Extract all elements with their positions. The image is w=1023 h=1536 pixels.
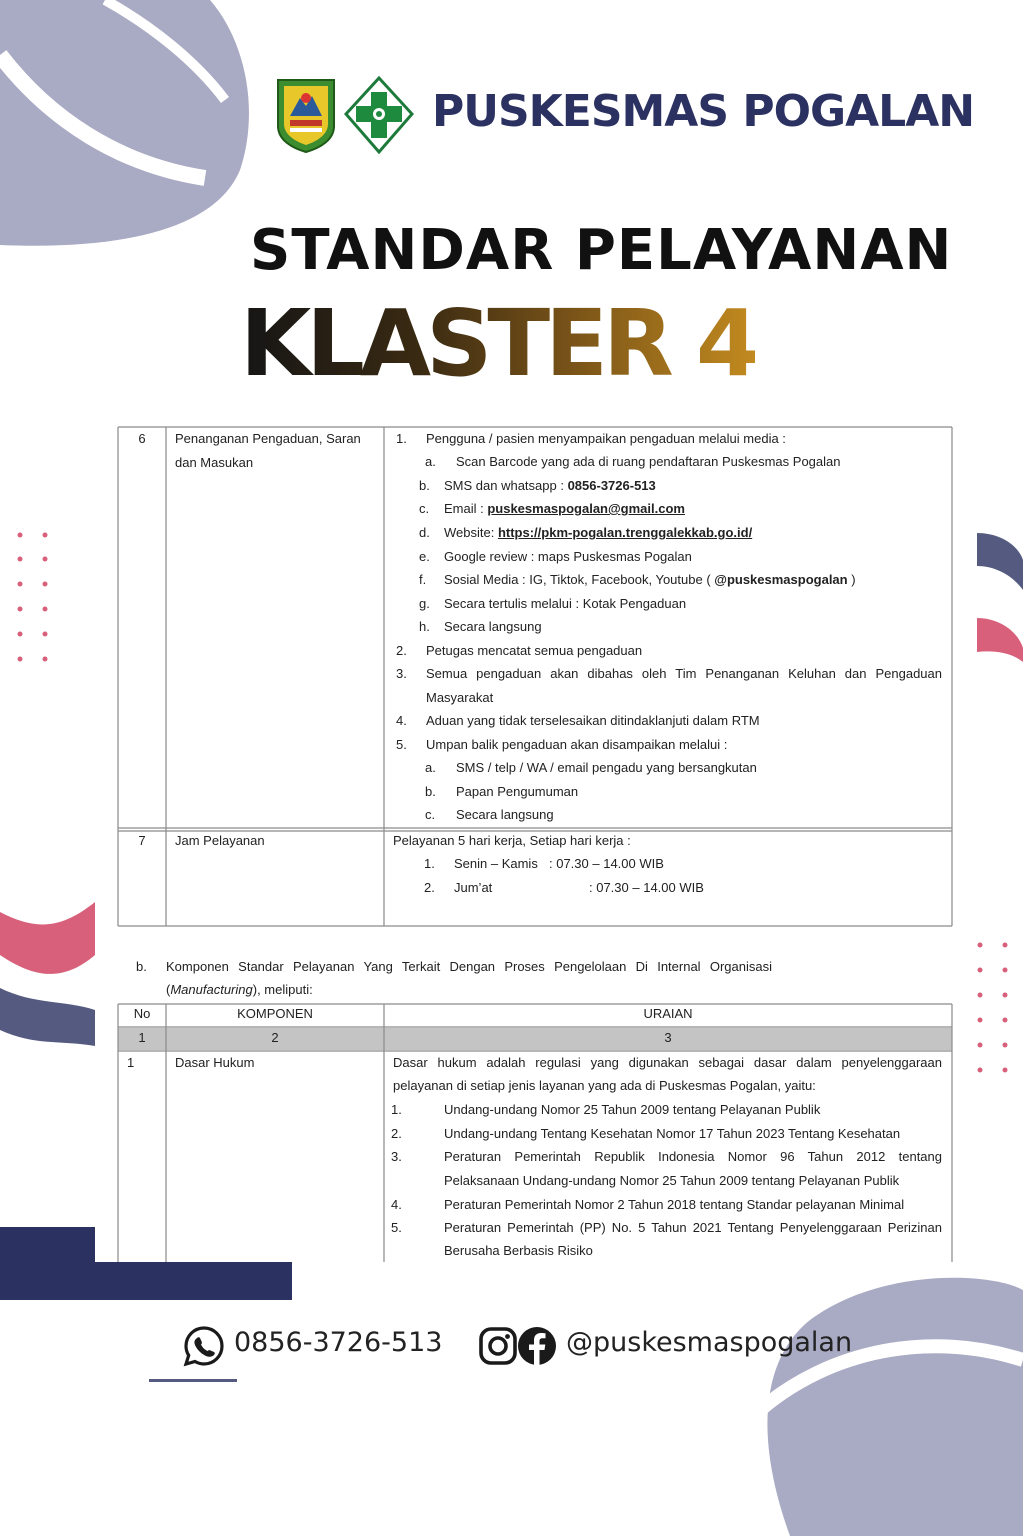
t2-item-num: 1.	[391, 1102, 402, 1117]
t2-row1-komponen: Dasar Hukum	[175, 1055, 255, 1070]
header-uraian: URAIAN	[643, 1006, 693, 1021]
t2-row1-number: 1	[127, 1055, 135, 1070]
row7-komponen: Jam Pelayanan	[175, 833, 265, 848]
row6-item-num: 5.	[396, 737, 407, 752]
row6-item-link[interactable]: puskesmaspogalan@gmail.com	[487, 501, 685, 516]
header-komponen: KOMPONEN	[237, 1006, 313, 1021]
t2-item-num: 5.	[391, 1220, 402, 1235]
row6-item-label: SMS / telp / WA / email pengadu yang bersangkutan	[456, 760, 757, 775]
t2-item-text: Berusaha Berbasis Risiko	[444, 1243, 593, 1258]
t2-item-num: 4.	[391, 1197, 402, 1212]
row6-item-num: c.	[419, 501, 430, 516]
row6-item-num: 1.	[396, 431, 407, 446]
row7-item-2-day: Jum’at	[454, 880, 493, 895]
page-title: STANDAR PELAYANAN	[250, 218, 953, 283]
row7-intro: Pelayanan 5 hari kerja, Setiap hari kerja :	[393, 833, 631, 848]
row6-item-label: Secara langsung	[456, 807, 554, 822]
row6-item-num: 2.	[396, 643, 407, 658]
row7-number: 7	[138, 833, 146, 848]
row6-item-num: 3.	[396, 666, 407, 681]
row6-item-num: a.	[425, 454, 436, 469]
row6-item-label: Masyarakat	[426, 690, 494, 705]
t2-item-num: 2.	[391, 1126, 402, 1141]
row6-item-num: f.	[419, 572, 427, 587]
row6-item-label: Aduan yang tidak terselesaikan ditindaklanjuti dalam RTM	[426, 713, 760, 728]
row7-item-1-time: : 07.30 – 14.00 WIB	[549, 856, 664, 871]
t2-row1-intro-line1: Dasar hukum adalah regulasi yang digunakan sebagai dasar dalam penyelenggaraan	[393, 1055, 942, 1070]
t2-item-text: Peraturan Pemerintah Republik Indonesia Nomor 96 Tahun 2012 tentang	[444, 1149, 942, 1164]
row6-item-label: Umpan balik pengaduan akan disampaikan melalui :	[426, 737, 728, 752]
row6-item-label: Semua pengaduan akan dibahas oleh Tim Penanganan Keluhan dan Pengaduan	[426, 666, 942, 681]
section-b-italic: Manufacturing	[170, 982, 253, 997]
t2-item-text: Undang-undang Nomor 25 Tahun 2009 tentang Pelayanan Publik	[444, 1102, 821, 1117]
section-b-line1: Komponen Standar Pelayanan Yang Terkait Dengan Proses Pengelolaan Di Internal Organisasi	[166, 959, 772, 974]
row7-item-2-num: 2.	[424, 880, 435, 895]
row6-item-label: Website:	[444, 525, 498, 540]
t2-item-text: Pelaksanaan Undang-undang Nomor 25 Tahun 2009 tentang Pelayanan Publik	[444, 1173, 900, 1188]
row6-item-label: Petugas mencatat semua pengaduan	[426, 643, 643, 658]
row6-item-bold: @puskesmaspogalan	[714, 572, 848, 587]
section-b-label: b.	[136, 959, 147, 974]
footer-phone: 0856-3726-513	[234, 1327, 443, 1358]
row6-item-label: Secara tertulis melalui : Kotak Pengaduan	[444, 596, 687, 611]
page-subtitle: KLASTER 4	[240, 290, 755, 397]
facebook-icon	[516, 1325, 558, 1367]
section-b-rest: ), meliputi:	[252, 982, 313, 997]
header-no: No	[133, 1006, 151, 1021]
row6-item-num: b.	[425, 784, 436, 799]
row7-item-1-num: 1.	[424, 856, 435, 871]
footer-social-handle: @puskesmaspogalan	[566, 1327, 853, 1358]
section-b-line2: (Manufacturing), meliputi:	[166, 982, 313, 997]
row6-item-num: a.	[425, 760, 436, 775]
row6-item-tail: )	[847, 572, 856, 587]
instagram-icon	[478, 1326, 518, 1366]
organization-name: PUSKESMAS POGALAN	[432, 86, 975, 137]
whatsapp-icon	[183, 1325, 225, 1367]
colnum-3: 3	[664, 1030, 672, 1045]
t2-item-num: 3.	[391, 1149, 402, 1164]
t2-row1-intro-line2: pelayanan di setiap jenis layanan yang ada di Puskesmas Pogalan, yaitu:	[393, 1078, 816, 1093]
row6-number: 6	[138, 431, 146, 446]
row6-item-bold: 0856-3726-513	[567, 478, 656, 493]
row6-item-label: Sosial Media : IG, Tiktok, Facebook, Youtube (	[444, 572, 715, 587]
t2-item-text: Undang-undang Tentang Kesehatan Nomor 17 Tahun 2023 Tentang Kesehatan	[444, 1126, 901, 1141]
row6-item-num: 4.	[396, 713, 407, 728]
row6-item-label: Email :	[444, 501, 488, 516]
row6-item-num: d.	[419, 525, 430, 540]
row6-item-label: Pengguna / pasien menyampaikan pengaduan melalui media :	[426, 431, 786, 446]
row6-komponen-line1: Penanganan Pengaduan, Saran	[175, 431, 361, 446]
row6-item-link[interactable]: https://pkm-pogalan.trenggalekkab.go.id/	[497, 525, 753, 540]
row6-komponen-line2: dan Masukan	[175, 454, 254, 470]
row6-item-label: Papan Pengumuman	[456, 784, 579, 799]
row7-item-1-day: Senin – Kamis	[454, 856, 538, 871]
row6-item-num: c.	[425, 807, 436, 822]
row7-item-2-time: : 07.30 – 14.00 WIB	[589, 880, 704, 895]
colnum-1: 1	[138, 1030, 146, 1045]
row6-item-num: h.	[419, 619, 430, 634]
colnum-2: 2	[271, 1030, 279, 1045]
row6-item-label: Google review : maps Puskesmas Pogalan	[444, 549, 692, 564]
t2-item-text: Peraturan Pemerintah Nomor 2 Tahun 2018 tentang Standar pelayanan Minimal	[444, 1197, 905, 1212]
row6-item-label: SMS dan whatsapp :	[444, 478, 568, 493]
row6-item-num: g.	[419, 596, 430, 611]
t2-item-text: Peraturan Pemerintah (PP) No. 5 Tahun 2021 Tentang Penyelenggaraan Perizinan	[444, 1220, 942, 1235]
row6-item-num: e.	[419, 549, 430, 564]
row6-item-num: b.	[419, 478, 430, 493]
row6-item-label: Scan Barcode yang ada di ruang pendaftaran Puskesmas Pogalan	[456, 454, 841, 469]
row6-item-label: Secara langsung	[444, 619, 542, 634]
